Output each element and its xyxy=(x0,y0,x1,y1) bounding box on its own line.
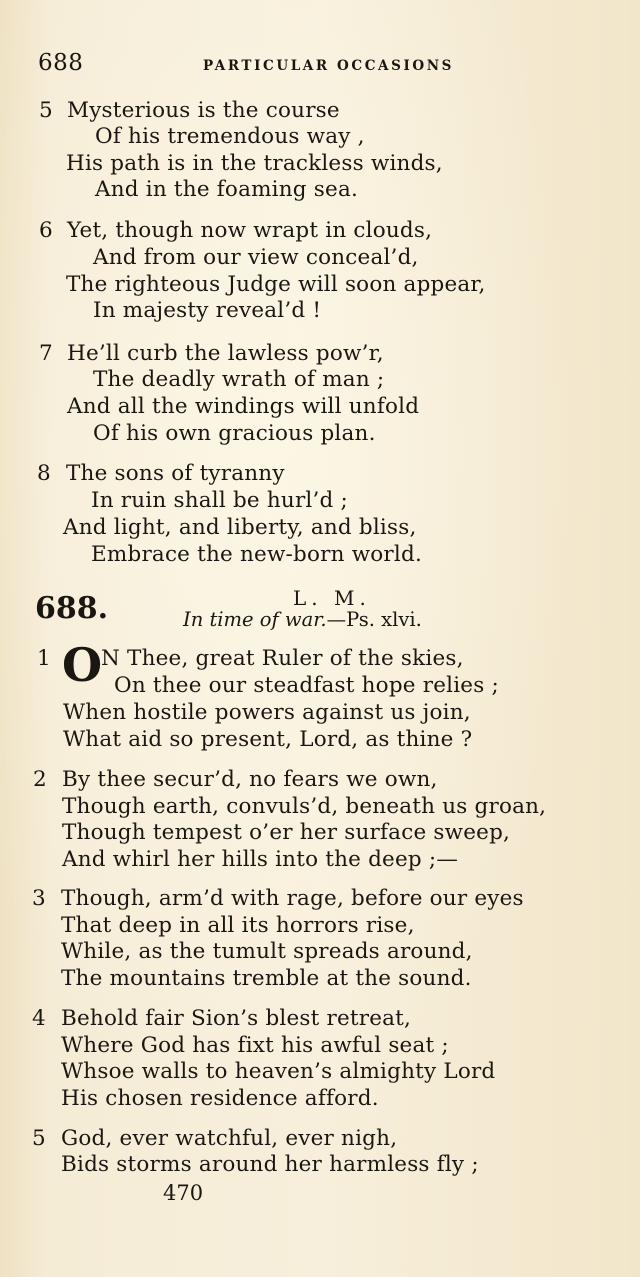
verse-line: And light, and liberty, and bliss, xyxy=(63,515,417,540)
stanza-number: 3 xyxy=(32,886,46,911)
hymn-number: 688. xyxy=(35,591,109,626)
drop-cap: O xyxy=(62,638,103,692)
verse-line: And whirl her hills into the deep ;— xyxy=(62,847,459,872)
verse-line: Whsoe walls to heaven’s almighty Lord xyxy=(61,1059,496,1084)
verse-line: The mountains tremble at the sound. xyxy=(61,966,472,991)
verse-line: Though, arm’d with rage, before our eyes xyxy=(61,886,524,911)
verse-line: Where God has fixt his awful seat ; xyxy=(61,1033,449,1058)
stanza-number: 7 xyxy=(39,341,53,366)
hymn-title-occasion: In time of war. xyxy=(183,608,327,631)
hymn-title xyxy=(183,608,422,631)
running-head: PARTICULAR OCCASIONS xyxy=(203,58,455,74)
stanza-number: 4 xyxy=(32,1006,46,1031)
stanza-number: 1 xyxy=(37,646,51,671)
verse-line: Behold fair Sion’s blest retreat, xyxy=(61,1006,412,1031)
stanza-number: 6 xyxy=(39,218,53,243)
verse-line: The deadly wrath of man ; xyxy=(93,367,385,392)
verse-line: That deep in all its horrors rise, xyxy=(61,913,415,938)
verse-line: While, as the tumult spreads around, xyxy=(61,939,473,964)
verse-line: His chosen residence afford. xyxy=(61,1086,379,1111)
page-number-bottom: 470 xyxy=(163,1181,204,1205)
verse-line: His path is in the trackless winds, xyxy=(66,151,443,176)
verse-line: When hostile powers against us join, xyxy=(63,700,471,725)
verse-line: And from our view conceal’d, xyxy=(93,245,419,270)
page-number-top: 688 xyxy=(38,50,84,76)
verse-line: N Thee, great Ruler of the skies, xyxy=(101,646,464,671)
verse-line: Of his own gracious plan. xyxy=(93,421,376,446)
verse-line: And all the windings will unfold xyxy=(67,394,420,419)
verse-line: God, ever watchful, ever nigh, xyxy=(61,1126,398,1151)
verse-line: In ruin shall be hurl’d ; xyxy=(91,488,348,513)
stanza-number: 2 xyxy=(33,767,47,792)
verse-line: Embrace the new-born world. xyxy=(91,542,422,567)
verse-line: On thee our steadfast hope relies ; xyxy=(114,673,499,698)
verse-line: The sons of tyranny xyxy=(66,461,285,486)
stanza-number: 5 xyxy=(32,1126,46,1151)
verse-line: And in the foaming sea. xyxy=(95,177,359,202)
verse-line: Though tempest o’er her surface sweep, xyxy=(62,820,511,845)
verse-line: He’ll curb the lawless pow’r, xyxy=(67,341,384,366)
verse-line: Yet, though now wrapt in clouds, xyxy=(67,218,433,243)
verse-line: What aid so present, Lord, as thine ? xyxy=(63,727,473,752)
verse-line: By thee secur’d, no fears we own, xyxy=(62,767,438,792)
hymn-meter: L. M. xyxy=(293,586,371,610)
verse-line: Mysterious is the course xyxy=(67,98,340,123)
stanza-number: 8 xyxy=(37,461,51,486)
stanza-number: 5 xyxy=(39,98,53,123)
verse-line: In majesty reveal’d ! xyxy=(93,298,322,323)
hymn-title-reference: —Ps. xlvi. xyxy=(326,608,422,631)
verse-line: The righteous Judge will soon appear, xyxy=(66,272,486,297)
verse-line: Though earth, convuls’d, beneath us groan, xyxy=(62,794,547,819)
verse-line: Bids storms around her harmless fly ; xyxy=(61,1152,479,1177)
verse-line: Of his tremendous way , xyxy=(95,124,365,149)
